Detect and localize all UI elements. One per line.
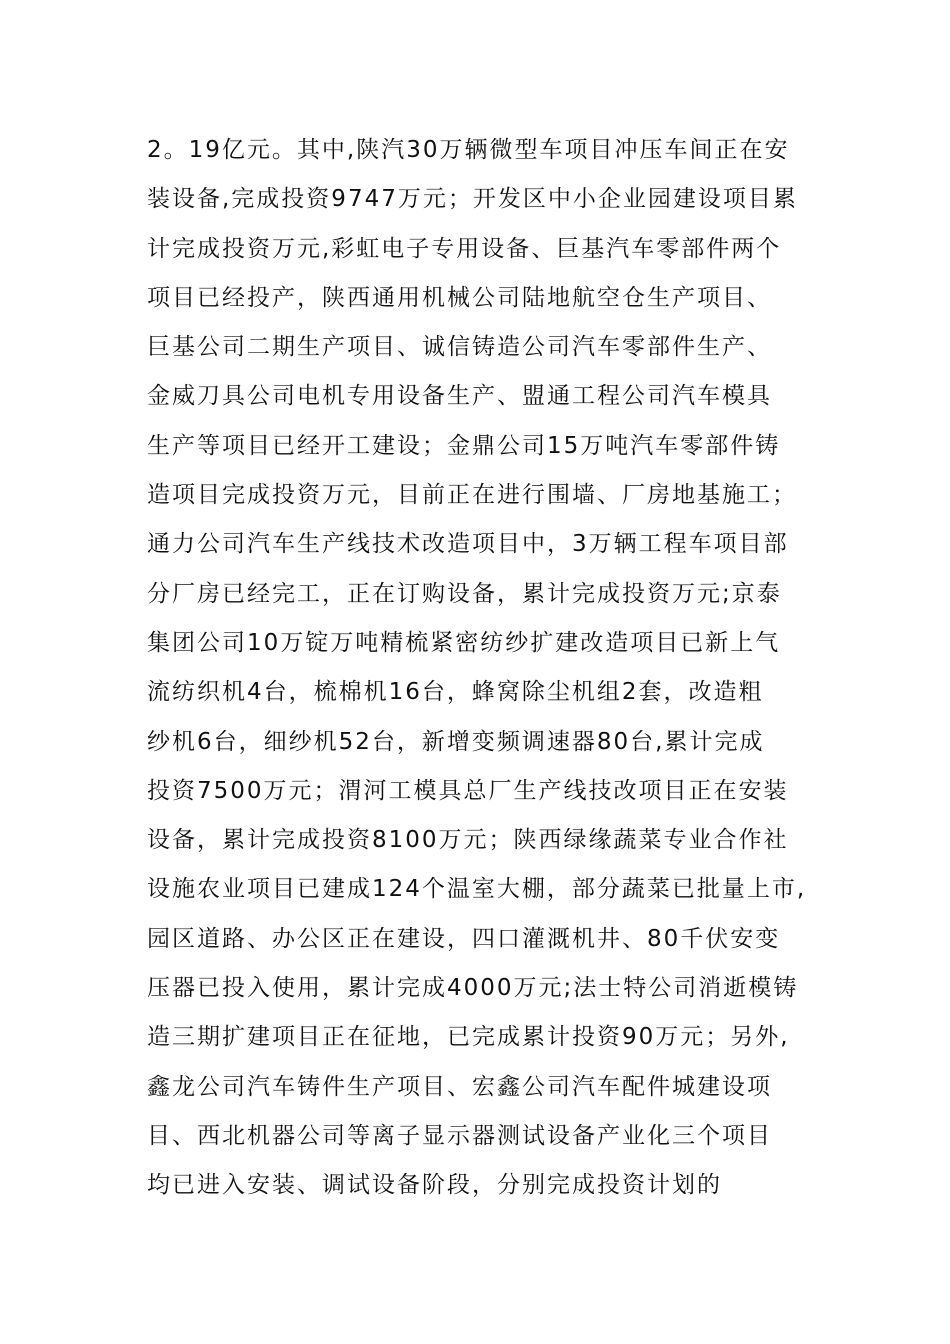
text-line-19: 造三期扩建项目正在征地，已完成累计投资90万元；另外, [147, 1024, 790, 1051]
body-text [147, 126, 827, 1211]
text-line-5: 巨基公司二期生产项目、诚信铸造公司汽车零部件生产、 [147, 334, 772, 361]
text-line-8: 造项目完成投资万元，目前正在进行围墙、厂房地基施工； [147, 482, 797, 509]
text-line-16: 设施农业项目已建成124个温室大棚，部分蔬菜已批量上市, [147, 876, 807, 903]
text-line-11: 集团公司10万锭万吨精梳紧密纺纱扩建改造项目已新上气 [147, 629, 781, 656]
text-line-22: 均已进入安装、调试设备阶段，分别完成投资计划的 [147, 1172, 722, 1199]
text-line-17: 园区道路、办公区正在建设，四口灌溉机井、80千伏安变 [147, 925, 781, 952]
text-line-12: 流纺织机4台，梳棉机16台，蜂窝除尘机组2套，改造粗 [147, 679, 764, 706]
text-line-4: 项目已经投产，陕西通用机械公司陆地航空仓生产项目、 [147, 284, 772, 311]
text-line-20: 鑫龙公司汽车铸件生产项目、宏鑫公司汽车配件城建设项 [147, 1073, 772, 1100]
text-line-9: 通力公司汽车生产线技术改造项目中，3万辆工程车项目部 [147, 531, 789, 558]
text-line-6: 金威刀具公司电机专用设备生产、盟通工程公司汽车模具 [147, 383, 772, 410]
text-line-18: 压器已投入使用，累计完成4000万元;法士特公司消逝模铸 [147, 975, 799, 1002]
text-line-10: 分厂房已经完工，正在订购设备，累计完成投资万元;京泰 [147, 580, 782, 607]
text-line-14: 投资7500万元；渭河工模具总厂生产线技改项目正在安装 [147, 777, 789, 804]
text-line-21: 目、西北机器公司等离子显示器测试设备产业化三个项目 [147, 1122, 772, 1149]
text-line-15: 设备，累计完成投资8100万元；陕西绿缘蔬菜专业合作社 [147, 827, 789, 854]
text-line-13: 纱机6台，细纱机52台，新增变频调速器80台,累计完成 [147, 728, 765, 755]
text-line-2: 装设备,完成投资9747万元；开发区中小企业园建设项目累 [147, 186, 798, 213]
text-line-3: 计完成投资万元,彩虹电子专用设备、巨基汽车零部件两个 [147, 235, 782, 262]
text-line-7: 生产等项目已经开工建设；金鼎公司15万吨汽车零部件铸 [147, 432, 781, 459]
text-line-1: 2。19亿元。其中,陕汽30万辆微型车项目冲压车间正在安 [147, 137, 790, 163]
